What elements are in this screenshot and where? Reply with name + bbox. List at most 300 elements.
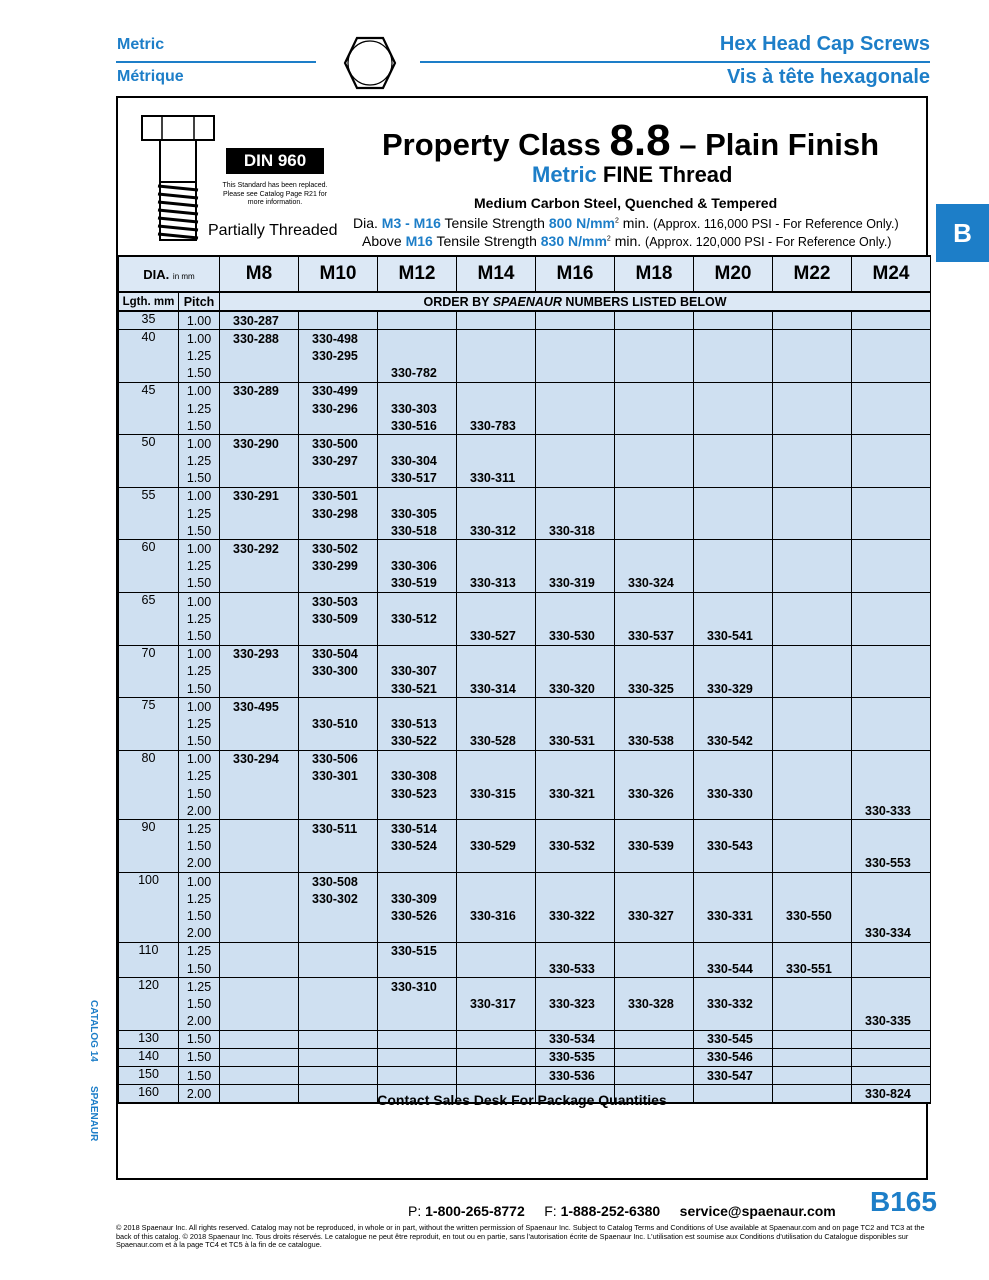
legal-text: © 2018 Spaenaur Inc. All rights reserved. Catalog may not be reproduced, in whole or in part, without the written permission of Spaenaur Inc. Subject to Catalog Terms and Conditions of Use available at Spaenaur.com and on page TC2 and TC3 at the back of this catalog. © 2018 Spaenaur Inc. Tous droits réservés. Le catalogue ne peut être reproduit, en tout ou en partie, sans l'autorisation écrite de Spaenaur Inc. L'utilisation est soumise aux Conditions d'utilisation du Catalogue disponibles sur Spaenaur.com et à la page TC4 et TC5 à la fin de ce catalogue. [116, 1223, 925, 1250]
part-number-cell[interactable]: 330-287 [220, 311, 299, 330]
part-number-cell[interactable]: 330-314 [457, 680, 536, 698]
part-number-cell [220, 768, 299, 785]
table-row [119, 925, 931, 943]
part-number-cell[interactable]: 330-297 [299, 453, 378, 470]
part-number-cell [694, 540, 773, 558]
part-number-cell [299, 680, 378, 698]
part-number-cell [220, 960, 299, 978]
part-number-cell [694, 768, 773, 785]
pitch-cell: 1.50 [179, 1067, 220, 1085]
part-number-cell [536, 1013, 615, 1031]
table-row [119, 680, 931, 698]
part-number-cell [773, 768, 852, 785]
part-number-cell[interactable]: 330-502 [299, 540, 378, 558]
part-number-cell[interactable]: 330-298 [299, 505, 378, 522]
part-number-cell[interactable]: 330-328 [615, 995, 694, 1012]
part-number-cell [773, 820, 852, 838]
pitch-cell: 2.00 [179, 925, 220, 943]
table-body [119, 311, 931, 1103]
part-number-cell [773, 1013, 852, 1031]
part-number-cell [773, 925, 852, 943]
part-number-cell [378, 855, 457, 873]
pitch-cell: 1.00 [179, 435, 220, 453]
part-number-cell [299, 925, 378, 943]
part-number-cell[interactable]: 330-546 [694, 1048, 773, 1066]
part-number-cell[interactable]: 330-334 [852, 925, 931, 943]
size-header: M16 [536, 256, 615, 292]
part-number-cell [299, 522, 378, 540]
part-number-cell [615, 593, 694, 611]
part-number-cell [615, 768, 694, 785]
part-number-cell[interactable]: 330-824 [852, 1085, 931, 1104]
part-number-cell[interactable]: 330-536 [536, 1067, 615, 1085]
part-number-cell [536, 400, 615, 417]
part-number-cell [852, 750, 931, 768]
part-number-cell [773, 995, 852, 1012]
part-number-cell [615, 558, 694, 575]
part-number-cell [536, 365, 615, 383]
part-number-cell [220, 925, 299, 943]
part-number-cell [457, 505, 536, 522]
part-number-cell [852, 960, 931, 978]
table-row [119, 907, 931, 924]
part-number-cell [536, 942, 615, 960]
part-number-cell[interactable]: 330-315 [457, 785, 536, 802]
part-number-cell [457, 820, 536, 838]
part-number-cell[interactable]: 330-547 [694, 1067, 773, 1085]
part-number-cell[interactable]: 330-501 [299, 487, 378, 505]
part-number-cell [378, 873, 457, 891]
part-number-cell [773, 1048, 852, 1066]
part-number-cell[interactable]: 330-513 [378, 715, 457, 732]
part-number-cell [615, 1067, 694, 1085]
part-number-cell [220, 522, 299, 540]
part-number-cell[interactable]: 330-526 [378, 907, 457, 924]
part-number-cell [220, 838, 299, 855]
part-number-cell [852, 540, 931, 558]
part-number-cell[interactable]: 330-289 [220, 382, 299, 400]
part-number-cell [378, 435, 457, 453]
length-cell: 120 [119, 978, 179, 1031]
table-row [119, 1030, 931, 1048]
spec2-f: min. [610, 233, 646, 249]
part-number-cell[interactable]: 330-542 [694, 733, 773, 751]
part-number-cell[interactable]: 330-321 [536, 785, 615, 802]
pitch-cell: 1.25 [179, 453, 220, 470]
part-number-cell [378, 1030, 457, 1048]
part-number-cell [536, 435, 615, 453]
table-row [119, 838, 931, 855]
pitch-cell: 1.00 [179, 698, 220, 716]
part-number-cell [378, 1067, 457, 1085]
part-number-cell [852, 330, 931, 348]
part-number-cell[interactable]: 330-534 [536, 1030, 615, 1048]
part-number-cell[interactable]: 330-514 [378, 820, 457, 838]
part-number-cell [220, 1048, 299, 1066]
part-number-cell[interactable]: 330-509 [299, 610, 378, 627]
part-number-table-wrap [118, 255, 926, 1104]
table-row [119, 505, 931, 522]
part-number-cell [694, 593, 773, 611]
part-number-cell[interactable]: 330-305 [378, 505, 457, 522]
part-number-cell [615, 802, 694, 820]
part-number-cell[interactable]: 330-532 [536, 838, 615, 855]
part-number-cell[interactable]: 330-318 [536, 522, 615, 540]
part-number-cell [299, 960, 378, 978]
table-row [119, 558, 931, 575]
size-header-row [119, 256, 931, 292]
part-number-cell [615, 645, 694, 663]
part-number-cell[interactable]: 330-325 [615, 680, 694, 698]
part-number-cell[interactable]: 330-310 [378, 978, 457, 996]
part-number-cell[interactable]: 330-512 [378, 610, 457, 627]
part-number-cell[interactable]: 330-503 [299, 593, 378, 611]
part-number-cell[interactable]: 330-312 [457, 522, 536, 540]
part-number-cell [773, 873, 852, 891]
part-number-cell[interactable]: 330-538 [615, 733, 694, 751]
part-number-cell[interactable]: 330-541 [694, 627, 773, 645]
part-number-cell [299, 627, 378, 645]
part-number-cell [220, 505, 299, 522]
part-number-cell [615, 487, 694, 505]
table-row [119, 1048, 931, 1066]
part-number-cell [536, 978, 615, 996]
part-number-cell[interactable]: 330-299 [299, 558, 378, 575]
email-link[interactable]: service@spaenaur.com [679, 1203, 836, 1219]
part-number-cell [615, 978, 694, 996]
part-number-cell [457, 960, 536, 978]
part-number-cell[interactable]: 330-300 [299, 663, 378, 680]
table-row [119, 698, 931, 716]
part-number-cell [457, 715, 536, 732]
part-number-cell[interactable]: 330-332 [694, 995, 773, 1012]
part-number-cell[interactable]: 330-329 [694, 680, 773, 698]
part-number-cell[interactable]: 330-291 [220, 487, 299, 505]
part-number-cell [536, 663, 615, 680]
part-number-cell [852, 435, 931, 453]
table-row [119, 942, 931, 960]
part-number-cell[interactable]: 330-500 [299, 435, 378, 453]
part-number-cell [378, 645, 457, 663]
part-number-cell [615, 1030, 694, 1048]
part-number-cell [852, 505, 931, 522]
part-number-cell[interactable]: 330-498 [299, 330, 378, 348]
pitch-cell: 1.50 [179, 1048, 220, 1066]
part-number-cell [852, 995, 931, 1012]
part-number-cell [457, 311, 536, 330]
part-number-cell[interactable]: 330-333 [852, 802, 931, 820]
part-number-cell[interactable]: 330-293 [220, 645, 299, 663]
part-number-cell[interactable]: 330-320 [536, 680, 615, 698]
table-row [119, 715, 931, 732]
part-number-cell[interactable]: 330-499 [299, 382, 378, 400]
dia-header [119, 256, 220, 292]
part-number-cell[interactable]: 330-533 [536, 960, 615, 978]
part-number-cell [299, 365, 378, 383]
part-number-cell [852, 400, 931, 417]
part-number-cell[interactable]: 330-511 [299, 820, 378, 838]
part-number-cell [694, 715, 773, 732]
part-number-cell [694, 487, 773, 505]
part-number-cell [615, 522, 694, 540]
part-number-cell [457, 1067, 536, 1085]
part-number-cell[interactable]: 330-544 [694, 960, 773, 978]
part-number-cell [615, 925, 694, 943]
part-number-cell [220, 855, 299, 873]
table-row [119, 1067, 931, 1085]
pitch-cell: 1.50 [179, 522, 220, 540]
part-number-cell[interactable]: 330-316 [457, 907, 536, 924]
part-number-cell [615, 942, 694, 960]
part-number-cell [299, 1030, 378, 1048]
part-number-cell [220, 558, 299, 575]
part-number-cell[interactable]: 330-495 [220, 698, 299, 716]
size-header: M24 [852, 256, 931, 292]
length-cell: 55 [119, 487, 179, 540]
part-number-cell [852, 311, 931, 330]
part-number-cell[interactable]: 330-306 [378, 558, 457, 575]
size-header: M22 [773, 256, 852, 292]
part-number-cell[interactable]: 330-311 [457, 470, 536, 488]
pitch-cell: 1.25 [179, 400, 220, 417]
part-number-cell[interactable]: 330-290 [220, 435, 299, 453]
part-number-cell [457, 347, 536, 364]
part-number-cell[interactable]: 330-539 [615, 838, 694, 855]
part-number-cell [536, 505, 615, 522]
part-number-cell[interactable]: 330-292 [220, 540, 299, 558]
part-number-cell [220, 820, 299, 838]
part-number-cell[interactable]: 330-528 [457, 733, 536, 751]
part-number-cell[interactable]: 330-324 [615, 575, 694, 593]
table-row [119, 522, 931, 540]
pitch-cell: 1.25 [179, 610, 220, 627]
part-number-cell [378, 698, 457, 716]
part-number-cell [299, 785, 378, 802]
part-number-cell [773, 663, 852, 680]
table-row [119, 802, 931, 820]
part-number-cell[interactable]: 330-302 [299, 890, 378, 907]
part-number-cell[interactable]: 330-294 [220, 750, 299, 768]
table-row [119, 382, 931, 400]
spec1-c: Tensile Strength [440, 215, 549, 231]
part-number-cell[interactable]: 330-521 [378, 680, 457, 698]
part-number-cell[interactable]: 330-783 [457, 417, 536, 435]
part-number-cell [852, 417, 931, 435]
part-number-cell[interactable]: 330-527 [457, 627, 536, 645]
pitch-cell: 1.25 [179, 942, 220, 960]
part-number-cell [694, 698, 773, 716]
part-number-cell[interactable]: 330-551 [773, 960, 852, 978]
part-number-cell[interactable]: 330-296 [299, 400, 378, 417]
part-number-cell[interactable]: 330-506 [299, 750, 378, 768]
part-number-cell[interactable]: 330-508 [299, 873, 378, 891]
part-number-cell [378, 802, 457, 820]
length-cell: 90 [119, 820, 179, 873]
part-number-cell[interactable]: 330-308 [378, 768, 457, 785]
part-number-cell [457, 365, 536, 383]
part-number-cell [378, 627, 457, 645]
part-number-cell[interactable]: 330-335 [852, 1013, 931, 1031]
part-number-cell[interactable]: 330-553 [852, 855, 931, 873]
table-row [119, 890, 931, 907]
part-number-cell[interactable]: 330-309 [378, 890, 457, 907]
part-number-cell [694, 575, 773, 593]
part-number-cell [536, 610, 615, 627]
part-number-cell [536, 558, 615, 575]
part-number-cell [773, 575, 852, 593]
length-cell: 35 [119, 311, 179, 330]
part-number-cell [694, 400, 773, 417]
pitch-cell: 1.25 [179, 768, 220, 785]
spec1-approx: (Approx. 116,000 PSI - For Reference Only.) [653, 217, 899, 231]
pitch-cell: 1.50 [179, 1030, 220, 1048]
part-number-cell [773, 627, 852, 645]
part-number-cell [615, 400, 694, 417]
part-number-cell[interactable]: 330-331 [694, 907, 773, 924]
length-cell: 100 [119, 873, 179, 943]
part-number-cell [457, 873, 536, 891]
part-number-cell [694, 505, 773, 522]
part-number-cell [457, 855, 536, 873]
part-number-cell[interactable]: 330-519 [378, 575, 457, 593]
part-number-cell[interactable]: 330-529 [457, 838, 536, 855]
pitch-cell: 2.00 [179, 855, 220, 873]
table-row [119, 1013, 931, 1031]
section-tab[interactable]: B [936, 204, 989, 262]
part-number-cell[interactable]: 330-537 [615, 627, 694, 645]
part-number-cell [536, 925, 615, 943]
part-number-cell[interactable]: 330-319 [536, 575, 615, 593]
pitch-cell: 1.50 [179, 470, 220, 488]
part-number-cell [852, 890, 931, 907]
hexagon-icon [343, 35, 397, 91]
pitch-cell: 1.25 [179, 558, 220, 575]
title-class-number: 8.8 [609, 116, 671, 165]
part-number-cell[interactable]: 330-330 [694, 785, 773, 802]
part-number-cell [536, 311, 615, 330]
part-number-cell [299, 311, 378, 330]
part-number-cell[interactable]: 330-516 [378, 417, 457, 435]
part-number-cell [536, 470, 615, 488]
table-row [119, 487, 931, 505]
part-number-cell [299, 470, 378, 488]
part-number-cell[interactable]: 330-545 [694, 1030, 773, 1048]
part-number-cell [615, 1048, 694, 1066]
material-line: Medium Carbon Steel, Quenched & Tempered [474, 195, 778, 211]
spec1-sup: 2 [615, 217, 619, 225]
part-number-cell[interactable]: 330-515 [378, 942, 457, 960]
part-number-cell[interactable]: 330-510 [299, 715, 378, 732]
part-number-cell[interactable]: 330-307 [378, 663, 457, 680]
part-number-cell[interactable]: 330-317 [457, 995, 536, 1012]
part-number-cell [615, 750, 694, 768]
part-number-cell[interactable]: 330-301 [299, 768, 378, 785]
part-number-cell[interactable]: 330-323 [536, 995, 615, 1012]
part-number-cell [852, 978, 931, 996]
part-number-cell[interactable]: 330-327 [615, 907, 694, 924]
table-row [119, 663, 931, 680]
part-number-cell [773, 942, 852, 960]
header-left-rule [116, 61, 316, 63]
part-number-cell [457, 750, 536, 768]
pitch-cell: 1.50 [179, 960, 220, 978]
pitch-cell: 1.50 [179, 995, 220, 1012]
pitch-cell: 1.25 [179, 663, 220, 680]
table-row [119, 873, 931, 891]
part-number-cell [299, 907, 378, 924]
part-number-cell[interactable]: 330-288 [220, 330, 299, 348]
length-cell: 50 [119, 435, 179, 488]
part-number-cell[interactable]: 330-535 [536, 1048, 615, 1066]
part-number-cell [852, 487, 931, 505]
part-number-cell [457, 435, 536, 453]
part-number-cell[interactable]: 330-522 [378, 733, 457, 751]
part-number-cell [694, 645, 773, 663]
part-number-cell [615, 382, 694, 400]
part-number-cell [694, 855, 773, 873]
part-number-cell [536, 540, 615, 558]
spec-line-2 [362, 233, 891, 249]
part-number-cell [852, 627, 931, 645]
part-number-cell [694, 522, 773, 540]
spec2-value: 830 N/mm [540, 233, 607, 249]
part-number-cell[interactable]: 330-304 [378, 453, 457, 470]
part-number-cell[interactable]: 330-517 [378, 470, 457, 488]
part-number-cell [852, 645, 931, 663]
part-number-cell[interactable]: 330-530 [536, 627, 615, 645]
part-number-cell[interactable]: 330-523 [378, 785, 457, 802]
part-number-cell [773, 855, 852, 873]
table-row [119, 768, 931, 785]
table-row [119, 978, 931, 996]
part-number-cell[interactable]: 330-295 [299, 347, 378, 364]
part-number-cell[interactable]: 330-543 [694, 838, 773, 855]
part-number-cell [378, 750, 457, 768]
spec2-approx: (Approx. 120,000 PSI - For Reference Only.) [645, 235, 892, 249]
part-number-cell [220, 417, 299, 435]
part-number-cell[interactable]: 330-518 [378, 522, 457, 540]
part-number-cell [852, 785, 931, 802]
part-number-cell[interactable]: 330-303 [378, 400, 457, 417]
part-number-cell [773, 785, 852, 802]
part-number-cell[interactable]: 330-313 [457, 575, 536, 593]
part-number-cell[interactable]: 330-531 [536, 733, 615, 751]
part-number-cell[interactable]: 330-326 [615, 785, 694, 802]
order-instruction [220, 292, 931, 311]
table-row [119, 855, 931, 873]
part-number-cell[interactable]: 330-322 [536, 907, 615, 924]
part-number-cell [220, 453, 299, 470]
part-number-cell [852, 610, 931, 627]
part-number-cell [536, 873, 615, 891]
part-number-cell [220, 400, 299, 417]
part-number-cell [378, 1013, 457, 1031]
part-number-cell[interactable]: 330-782 [378, 365, 457, 383]
phone-number[interactable]: 1-800-265-8772 [425, 1203, 525, 1219]
part-number-cell [536, 855, 615, 873]
part-number-cell [852, 907, 931, 924]
part-number-cell[interactable]: 330-524 [378, 838, 457, 855]
length-header: Lgth. mm [119, 292, 179, 311]
part-number-cell [773, 347, 852, 364]
side-catalog-label: CATALOG 14 [88, 1000, 99, 1062]
spec1-f: min. [618, 215, 654, 231]
title-suffix: – Plain Finish [670, 127, 880, 162]
part-number-cell[interactable]: 330-550 [773, 907, 852, 924]
part-number-cell [694, 417, 773, 435]
part-number-cell [773, 733, 852, 751]
part-number-cell[interactable]: 330-504 [299, 645, 378, 663]
